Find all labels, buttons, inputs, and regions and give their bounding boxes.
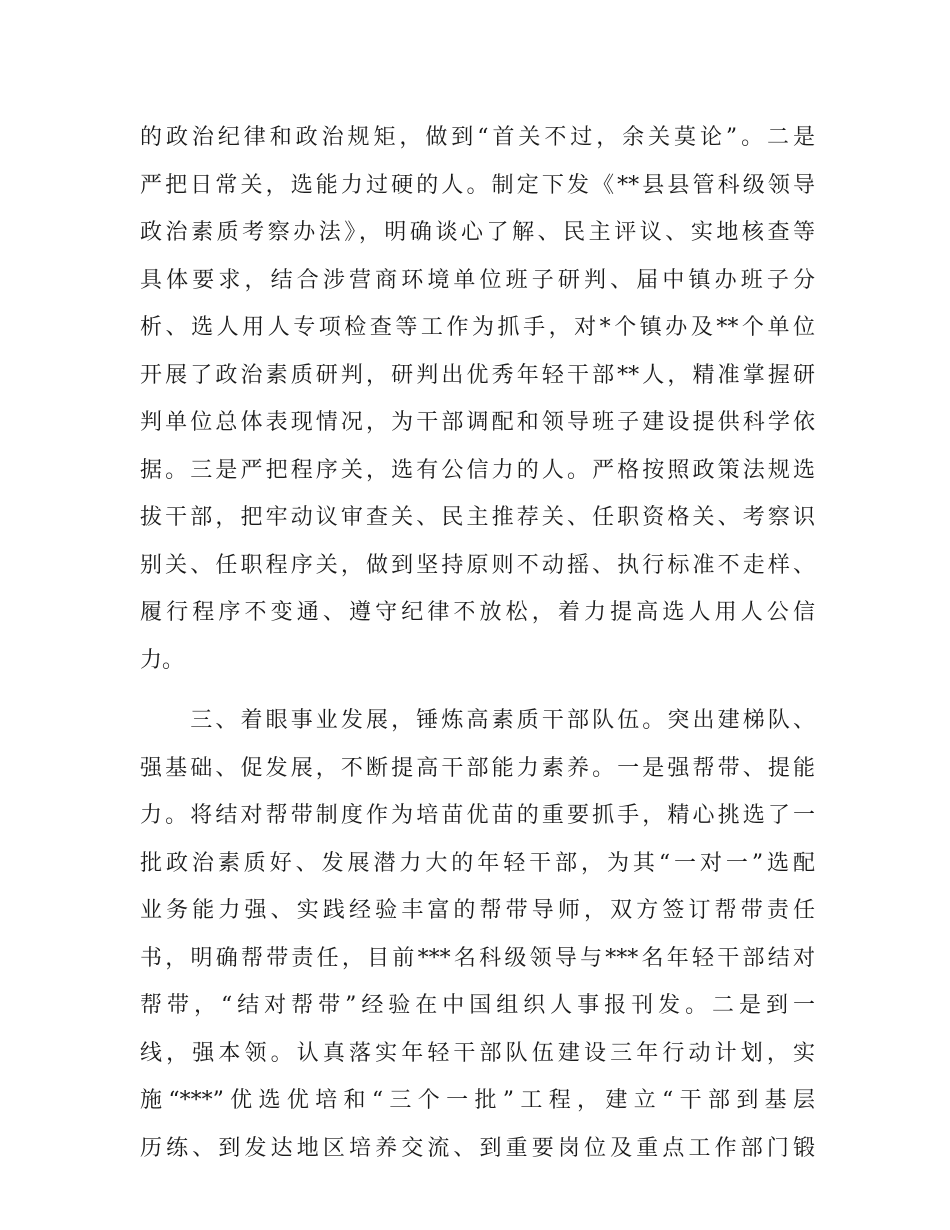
text-line: 政治素质考察办法》，明确谈心了解、民主评议、实地核查等 bbox=[140, 220, 815, 245]
text-line: 力。 bbox=[140, 647, 185, 673]
text-line: 拔干部，把牢动议审查关、民主推荐关、任职资格关、考察识 bbox=[140, 505, 815, 530]
text-line: 施“***”优选优培和“三个一批”工程，建立“干部到基层 bbox=[140, 1088, 815, 1113]
paragraph-gap bbox=[140, 684, 815, 697]
text-line: 严把日常关，选能力过硬的人。制定下发《**县县管科级领导 bbox=[140, 172, 815, 198]
text-line: 具体要求，结合涉营商环境单位班子研判、届中镇办班子分 bbox=[140, 267, 815, 293]
text-line: 业务能力强、实践经验丰富的帮带导师，双方签订帮带责任 bbox=[140, 898, 815, 923]
text-line: 三、着眼事业发展，锤炼高素质干部队伍。突出建梯队、 bbox=[140, 708, 815, 733]
text-line: 判单位总体表现情况，为干部调配和领导班子建设提供科学依 bbox=[140, 410, 815, 435]
paragraph bbox=[140, 697, 815, 1172]
text-line: 书，明确帮带责任，目前***名科级领导与***名年轻干部结对 bbox=[140, 945, 815, 971]
text-line: 批政治素质好、发展潜力大的年轻干部，为其“一对一”选配 bbox=[140, 850, 815, 876]
paragraph bbox=[140, 114, 815, 684]
text-line: 强基础、促发展，不断提高干部能力素养。一是强帮带、提能 bbox=[140, 755, 815, 781]
text-line: 的政治纪律和政治规矩，做到“首关不过，余关莫论”。二是 bbox=[140, 125, 815, 150]
text-line: 历练、到发达地区培养交流、到重要岗位及重点工作部门锻 bbox=[140, 1135, 815, 1161]
text-line: 履行程序不变通、遵守纪律不放松，着力提高选人用人公信 bbox=[140, 600, 815, 625]
document-body bbox=[140, 114, 815, 1172]
text-line: 析、选人用人专项检查等工作为抓手，对*个镇办及**个单位 bbox=[140, 315, 815, 340]
text-line: 开展了政治素质研判，研判出优秀年轻干部**人，精准掌握研 bbox=[140, 362, 815, 388]
text-line: 帮带，“结对帮带”经验在中国组织人事报刊发。二是到一 bbox=[140, 993, 815, 1018]
text-line: 线，强本领。认真落实年轻干部队伍建设三年行动计划，实 bbox=[140, 1040, 815, 1066]
text-line: 力。将结对帮带制度作为培苗优苗的重要抓手，精心挑选了一 bbox=[140, 803, 815, 828]
text-line: 据。三是严把程序关，选有公信力的人。严格按照政策法规选 bbox=[140, 457, 815, 483]
text-line: 别关、任职程序关，做到坚持原则不动摇、执行标准不走样、 bbox=[140, 552, 815, 578]
